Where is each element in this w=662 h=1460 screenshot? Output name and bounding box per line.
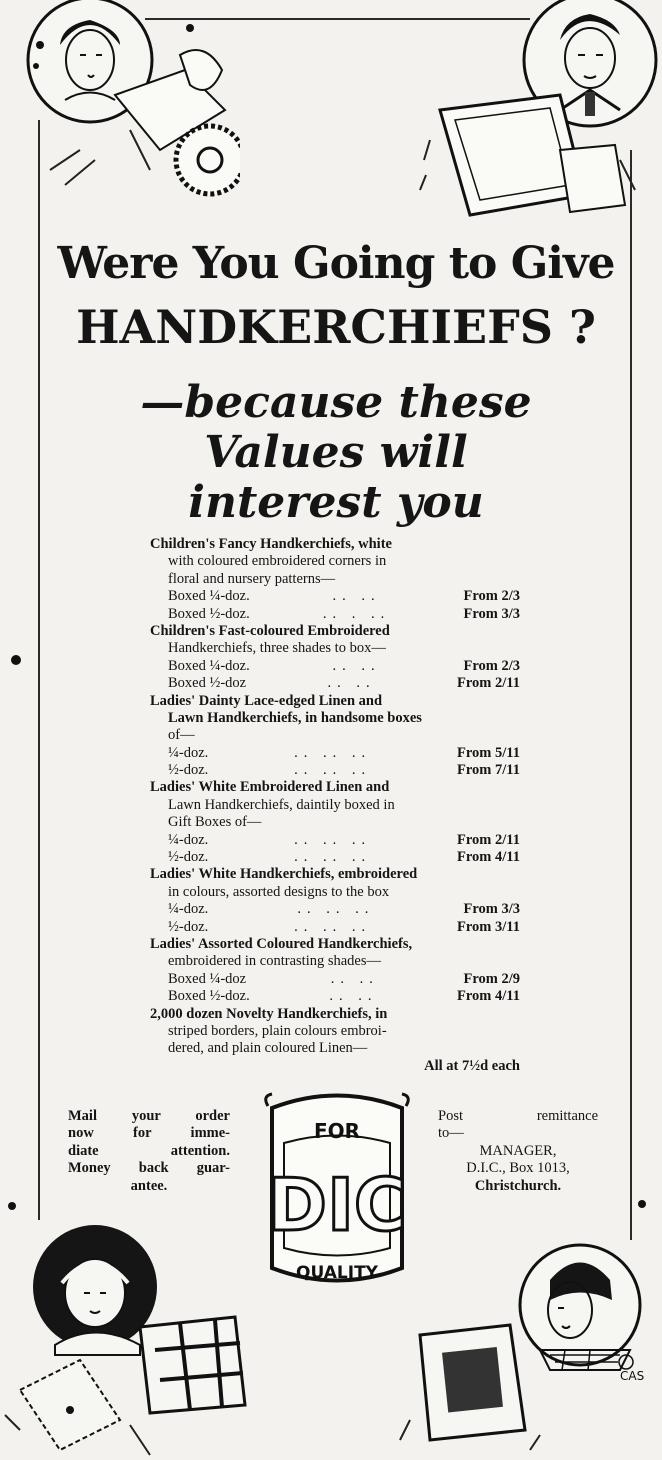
price-row [150, 745, 520, 762]
headline-line-2: HANDKERCHIEFS ? [76, 300, 596, 354]
price-label: ½-doz. [168, 762, 209, 779]
price-label: Boxed ¼-doz. [168, 588, 250, 605]
product-title: Ladies' White Embroidered Linen and [150, 779, 390, 796]
subheading-line-1: —because these [140, 377, 532, 428]
price-row [150, 675, 520, 692]
price-dots: .. .. .. [294, 918, 372, 935]
price-value: From 2/3 [463, 657, 520, 674]
mail-line: diate attention. [68, 1142, 230, 1159]
subheading-line-3: interest you [188, 477, 484, 528]
product-title: Ladies' White Handkerchiefs, embroidered [150, 866, 418, 883]
price-label: Boxed ¼-doz [168, 970, 247, 987]
product-desc: striped borders, plain colours embroi- [168, 1022, 387, 1039]
post-line-5: Christchurch. [474, 1177, 562, 1194]
price-label: Boxed ½-doz. [168, 988, 250, 1005]
mail-order-note [68, 1108, 230, 1195]
price-dots: .. . .. [322, 605, 391, 622]
price-dots: .. .. .. [294, 744, 372, 761]
woman-portrait-illustration [10, 0, 240, 200]
product-title: Children's Fancy Handkerchiefs, white [150, 536, 392, 552]
logo-dic-text: DIC [267, 1163, 407, 1247]
price-row [150, 901, 520, 918]
price-value: From 4/11 [457, 849, 520, 866]
product-desc: Lawn Handkerchiefs, daintily boxed in [168, 796, 395, 813]
product-desc: Lawn Handkerchiefs, in handsome boxes [168, 709, 422, 726]
post-line-1 [438, 1108, 598, 1125]
price-dots: .. .. [330, 970, 379, 987]
mail-line: Money back guar- [68, 1160, 230, 1177]
product-desc: Gift Boxes of— [168, 814, 262, 831]
price-label: ¼-doz. [168, 744, 209, 761]
headline-line-1: Were You Going to Give [57, 238, 615, 289]
product-list [150, 536, 520, 1075]
price-value: From 3/3 [463, 605, 520, 622]
price-row [150, 606, 520, 623]
price-value: From 5/11 [457, 744, 520, 761]
price-value: From 3/11 [457, 918, 520, 935]
price-row [150, 988, 520, 1005]
price-dots: .. .. .. [297, 901, 375, 918]
product-desc: of— [168, 727, 195, 744]
price-label: ½-doz. [168, 918, 209, 935]
product-desc: floral and nursery patterns— [168, 570, 336, 587]
price-value: From 3/3 [463, 901, 520, 918]
remittance-word: remittance [536, 1108, 598, 1124]
product-title: Children's Fast-coloured Embroidered [150, 622, 390, 639]
mail-line: antee. [130, 1177, 168, 1194]
price-row [150, 919, 520, 936]
price-dots: .. .. [327, 675, 376, 692]
price-row [150, 762, 520, 779]
girl-portrait-illustration [390, 1240, 662, 1460]
product-title: Ladies' Dainty Lace-edged Linen and [150, 692, 383, 709]
price-dots: .. .. .. [294, 762, 372, 779]
price-label: ½-doz. [168, 849, 209, 866]
price-label: ¼-doz. [168, 901, 209, 918]
price-value: From 7/11 [457, 762, 520, 779]
man-portrait-illustration [410, 0, 662, 230]
product-desc: dered, and plain coloured Linen— [168, 1040, 368, 1057]
product-desc: with coloured embroidered corners in [168, 553, 387, 570]
subheading-line-2: Values will [204, 427, 468, 478]
logo-quality-text: QUALITY [296, 1263, 378, 1283]
product-desc: embroidered in contrasting shades— [168, 953, 382, 970]
signature: CAS [620, 1369, 645, 1383]
price-value: From 2/11 [457, 831, 520, 848]
margin-dot [634, 1196, 650, 1212]
product-desc: Handkerchiefs, three shades to box— [168, 640, 386, 657]
price-dots: .. .. [329, 988, 378, 1005]
logo-for-text: FOR [313, 1119, 361, 1143]
post-word: Post [438, 1108, 463, 1124]
product-title: Ladies' Assorted Coloured Handkerchiefs, [150, 935, 413, 952]
price-dots: .. .. [332, 588, 381, 605]
post-line-2: to— [438, 1125, 464, 1142]
price-label: Boxed ½-doz. [168, 605, 250, 622]
margin-dot [4, 1198, 20, 1214]
price-dots: .. .. .. [294, 849, 372, 866]
final-price-line: All at 7½d each [424, 1057, 520, 1074]
price-value: From 2/3 [463, 588, 520, 605]
price-value: From 4/11 [457, 988, 520, 1005]
price-row [150, 849, 520, 866]
margin-dot [8, 652, 24, 668]
price-row [150, 971, 520, 988]
post-line-3: MANAGER, [479, 1142, 557, 1159]
baby-portrait-illustration [0, 1215, 260, 1460]
price-label: ¼-doz. [168, 831, 209, 848]
price-dots: .. .. .. [294, 831, 372, 848]
mail-line: now for imme- [68, 1125, 230, 1142]
price-value: From 2/11 [457, 675, 520, 692]
mail-line: Mail your order [68, 1108, 230, 1124]
product-desc: in colours, assorted designs to the box [168, 883, 390, 900]
price-row [150, 588, 520, 605]
price-value: From 2/9 [463, 970, 520, 987]
price-row [150, 658, 520, 675]
post-remittance-note [438, 1108, 598, 1195]
price-label: Boxed ¼-doz. [168, 657, 250, 674]
price-label: Boxed ½-doz [168, 675, 247, 692]
product-title: 2,000 dozen Novelty Handkerchiefs, in [150, 1005, 388, 1022]
price-row [150, 832, 520, 849]
price-dots: .. .. [332, 657, 381, 674]
post-line-4: D.I.C., Box 1013, [466, 1160, 570, 1177]
